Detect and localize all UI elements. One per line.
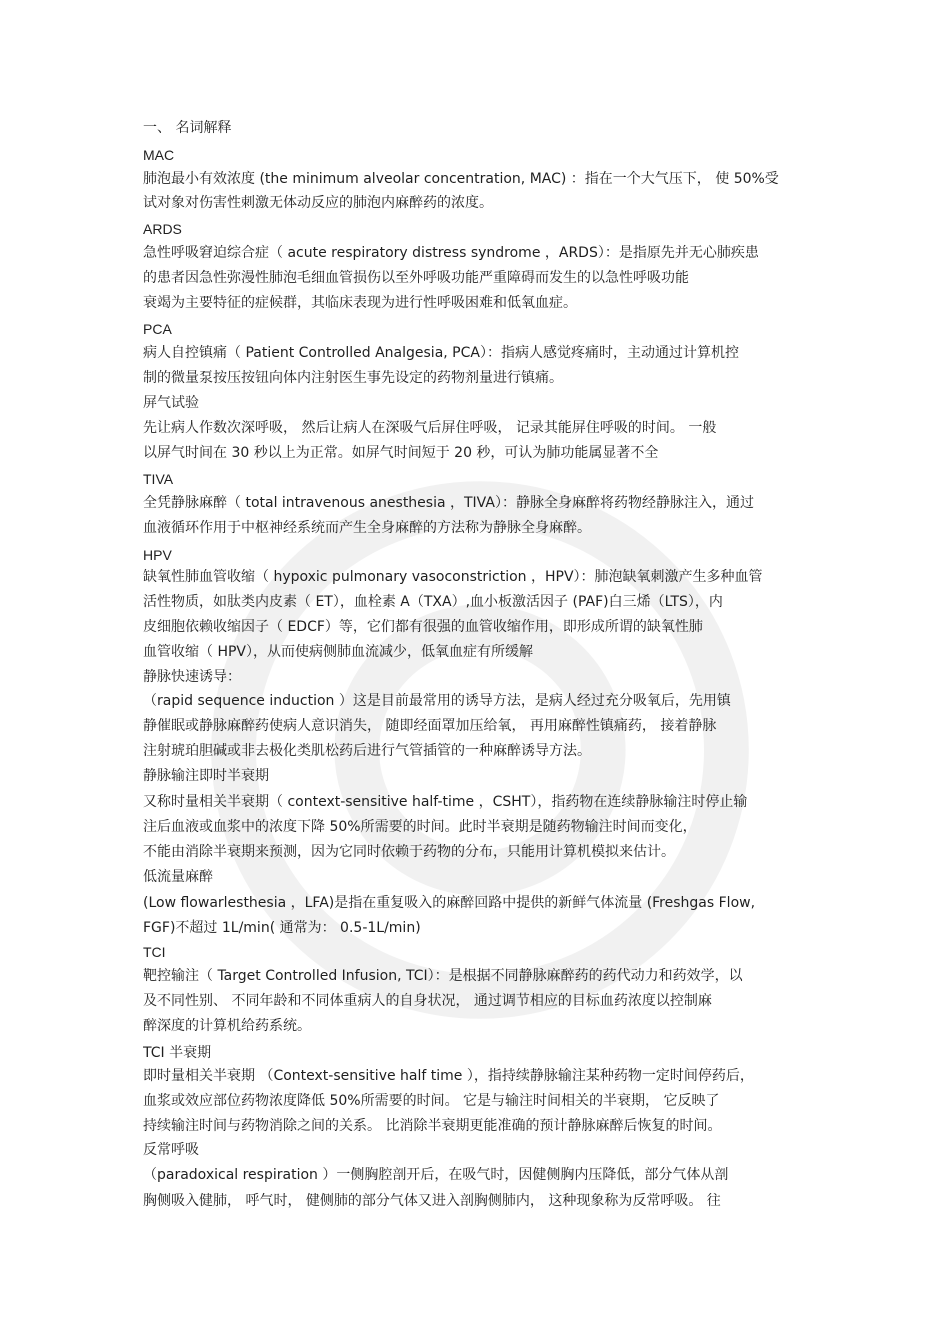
definition-line: 靶控输注（ Target Controlled Infusion, TCI）：是根据不同静脉麻醉药的药代动力和药效学，以 — [143, 968, 743, 984]
term-paradoxical-respiration: 反常呼吸 — [143, 1142, 199, 1158]
definition-line: 皮细胞依赖收缩因子（ EDCF）等，它们都有很强的血管收缩作用，即形成所谓的缺氧性肺 — [143, 619, 703, 635]
term-pca: PCA — [143, 321, 172, 337]
definition-line: （rapid sequence induction ）这是目前最常用的诱导方法，是病人经过充分吸氧后，先用镇 — [143, 693, 731, 709]
term-tci: TCI — [143, 944, 166, 960]
definition-line: 血浆或效应部位药物浓度降低 50%所需要的时间。 它是与输注时间相关的半衰期， 它反映了 — [143, 1093, 720, 1109]
term-breath-holding-test: 屏气试验 — [143, 395, 199, 411]
definition-line: 活性物质，如肽类内皮素（ ET），血栓素 A（TXA）,血小板激活因子 (PAF)白三烯（LTS），内 — [143, 594, 723, 610]
definition-line: 先让病人作数次深呼吸， 然后让病人在深吸气后屏住呼吸， 记录其能屏住呼吸的时间。 一般 — [143, 420, 717, 436]
definition-line: 以屏气时间在 30 秒以上为正常。如屏气时间短于 20 秒，可认为肺功能属显著不全 — [143, 445, 659, 461]
term-tiva: TIVA — [143, 471, 174, 487]
definition-line: 急性呼吸窘迫综合症（ acute respiratory distress syndrome ，ARDS）：是指原先并无心肺疾患 — [143, 245, 759, 261]
definition-line: 即时量相关半衰期 （Context-sensitive half time ），指持续静脉输注某种药物一定时间停药后， — [143, 1068, 754, 1084]
definition-line: 醉深度的计算机给药系统。 — [143, 1018, 311, 1034]
definition-line: 全凭静脉麻醉（ total intravenous anesthesia ，TIVA）：静脉全身麻醉将药物经静脉注入，通过 — [143, 495, 754, 511]
definition-line: FGF)不超过 1L/min( 通常为： 0.5-1L/min) — [143, 920, 421, 936]
definition-line: 及不同性别、 不同年龄和不同体重病人的自身状况， 通过调节相应的目标血药浓度以控制麻 — [143, 993, 712, 1009]
section-title: 一、 名词解释 — [143, 120, 232, 136]
definition-line: 的患者因急性弥漫性肺泡毛细血管损伤以至外呼吸功能严重障碍而发生的以急性呼吸功能 — [143, 270, 689, 286]
definition-line: 血液循环作用于中枢神经系统而产生全身麻醉的方法称为静脉全身麻醉。 — [143, 520, 591, 536]
definition-line: 缺氧性肺血管收缩（ hypoxic pulmonary vasoconstriction ，HPV）：肺泡缺氧刺激产生多种血管 — [143, 569, 763, 585]
term-hpv: HPV — [143, 547, 172, 563]
definition-line: 试对象对伤害性刺激无体动反应的肺泡内麻醉药的浓度。 — [143, 195, 493, 211]
definition-line: 衰竭为主要特征的症候群，其临床表现为进行性呼吸困难和低氧血症。 — [143, 295, 577, 311]
term-tci-half-life: TCI 半衰期 — [143, 1045, 212, 1061]
definition-line: 不能由消除半衰期来预测，因为它同时依赖于药物的分布，只能用计算机模拟来估计。 — [143, 844, 675, 860]
definition-line: （paradoxical respiration ）一侧胸腔剖开后，在吸气时，因健侧胸内压降低，部分气体从剖 — [143, 1167, 729, 1183]
term-mac: MAC — [143, 147, 175, 163]
definition-line: 制的微量泵按压按钮向体内注射医生事先设定的药物剂量进行镇痛。 — [143, 370, 563, 386]
term-context-sensitive-half-time: 静脉输注即时半衰期 — [143, 768, 269, 784]
term-low-flow-anesthesia: 低流量麻醉 — [143, 869, 213, 885]
definition-line: 血管收缩（ HPV），从而使病侧肺血流减少，低氧血症有所缓解 — [143, 644, 533, 660]
term-rapid-sequence-induction: 静脉快速诱导： — [143, 669, 241, 685]
definition-line: 注射琥珀胆碱或非去极化类肌松药后进行气管插管的一种麻醉诱导方法。 — [143, 743, 591, 759]
definition-line: 病人自控镇痛（ Patient Controlled Analgesia, PCA）：指病人感觉疼痛时，主动通过计算机控 — [143, 345, 739, 361]
definition-line: (Low flowarlesthesia ，LFA)是指在重复吸入的麻醉回路中提供的新鲜气体流量 (Freshgas Flow, — [143, 895, 756, 911]
definition-line: 又称时量相关半衰期（ context-sensitive half-time ，CSHT），指药物在连续静脉输注时停止输 — [143, 794, 748, 810]
definition-line: 肺泡最小有效浓度 (the minimum alveolar concentration, MAC) ：指在一个大气压下， 使 50%受 — [143, 171, 779, 187]
term-ards: ARDS — [143, 221, 182, 237]
definition-line: 静催眠或静脉麻醉药使病人意识消失， 随即经面罩加压给氧， 再用麻醉性镇痛药， 接着静脉 — [143, 718, 717, 734]
definition-line: 胸侧吸入健肺， 呼气时， 健侧肺的部分气体又进入剖胸侧肺内， 这种现象称为反常呼吸。 往 — [143, 1193, 721, 1209]
definition-line: 持续输注时间与药物消除之间的关系。 比消除半衰期更能准确的预计静脉麻醉后恢复的时间。 — [143, 1118, 722, 1134]
definition-line: 注后血液或血浆中的浓度下降 50%所需要的时间。此时半衰期是随药物输注时间而变化， — [143, 819, 697, 835]
